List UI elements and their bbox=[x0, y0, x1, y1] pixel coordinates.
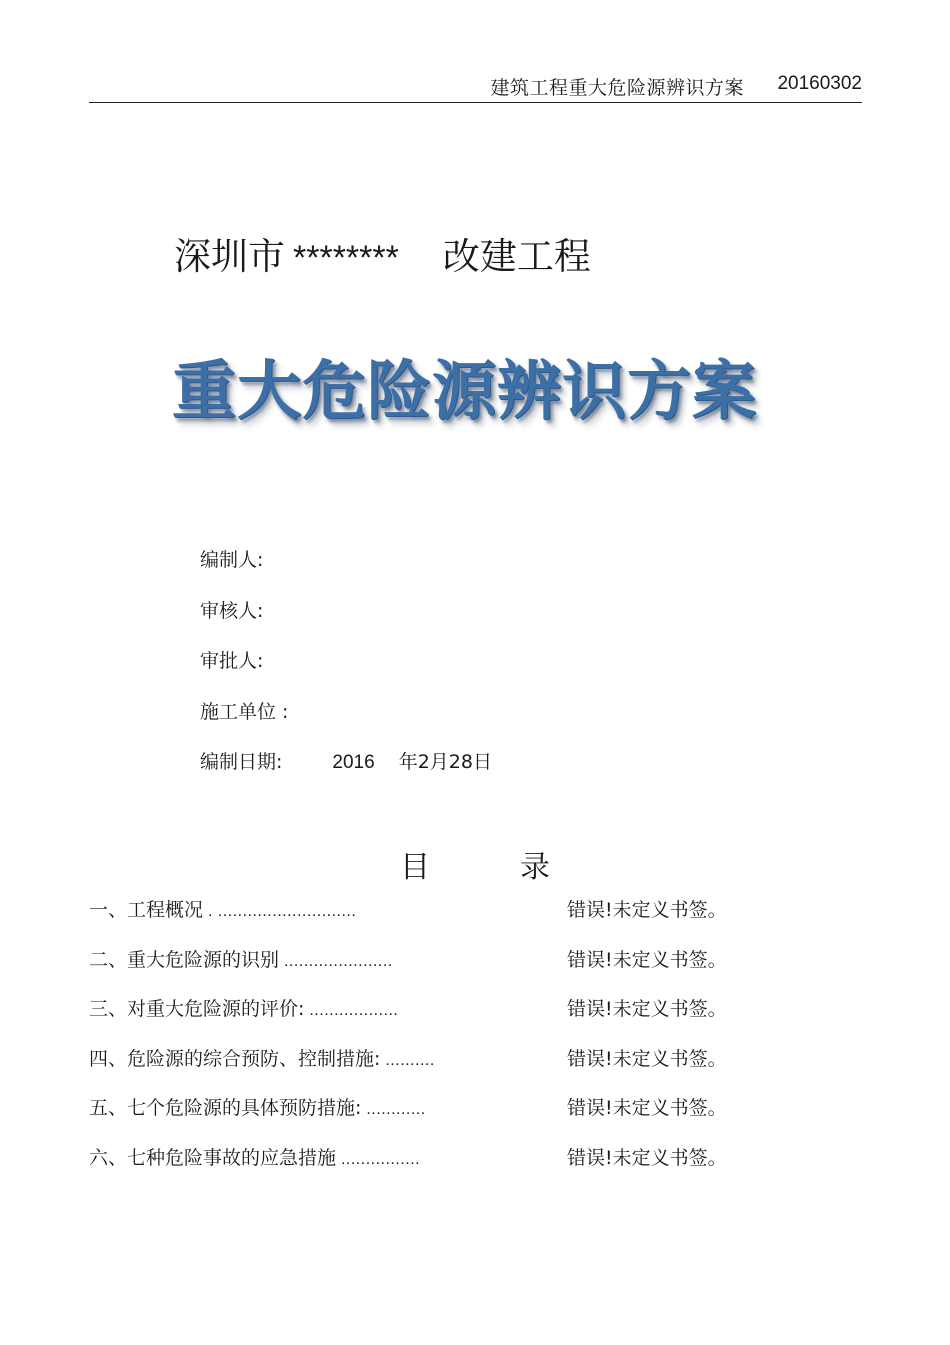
toc-item-leader: . ............................ bbox=[203, 903, 357, 920]
toc-item[interactable] bbox=[89, 1093, 789, 1143]
toc-item[interactable] bbox=[89, 994, 789, 1044]
toc-item-page-ref: 错误!未定义书签。 bbox=[567, 948, 727, 971]
toc-item-leader: ............ bbox=[361, 1101, 426, 1118]
page-header bbox=[89, 70, 862, 103]
toc-item-label: 二、重大危险源的识别 bbox=[89, 948, 280, 971]
toc-item-page-ref: 错误!未定义书签。 bbox=[567, 1047, 727, 1070]
toc-item-page-ref: 错误!未定义书签。 bbox=[567, 998, 727, 1020]
toc-item-page-ref: 错误!未定义书签。 bbox=[567, 899, 727, 921]
reviewer-row bbox=[200, 596, 492, 647]
approver-label: 审批人: bbox=[200, 650, 264, 672]
toc-item-label: 六、七种危险事故的应急措施 bbox=[89, 1146, 337, 1169]
compiler-label: 编制人: bbox=[200, 549, 264, 571]
toc-heading-char-1: 目 bbox=[400, 850, 430, 885]
toc-heading bbox=[400, 842, 550, 886]
toc-item-label: 三、对重大危险源的评价: bbox=[89, 998, 305, 1020]
toc-item[interactable] bbox=[89, 895, 789, 945]
toc-item-page-ref: 错误!未定义书签。 bbox=[567, 1097, 727, 1119]
toc-item-page-ref: 错误!未定义书签。 bbox=[567, 1146, 727, 1169]
toc-item-leader: .......... bbox=[380, 1051, 435, 1069]
toc-item-leader: ...................... bbox=[279, 952, 393, 970]
toc-item[interactable] bbox=[89, 1044, 789, 1094]
compiler-row bbox=[200, 545, 492, 596]
project-city: 深圳市 bbox=[174, 235, 285, 278]
toc-item-label: 一、工程概况 bbox=[89, 899, 204, 921]
date-month-day: 年2月28日 bbox=[398, 751, 492, 773]
toc-item[interactable] bbox=[89, 945, 789, 995]
date-row bbox=[200, 747, 492, 798]
toc-item[interactable] bbox=[89, 1143, 789, 1193]
table-of-contents bbox=[89, 895, 789, 1192]
contractor-label: 施工单位 : bbox=[200, 700, 289, 723]
approver-row bbox=[200, 646, 492, 697]
toc-heading-char-2: 录 bbox=[520, 850, 550, 885]
date-year: 2016 bbox=[332, 752, 375, 773]
toc-item-label: 五、七个危险源的具体预防措施: bbox=[89, 1097, 362, 1119]
toc-item-label: 四、危险源的综合预防、控制措施: bbox=[89, 1047, 381, 1070]
document-title: 重大危险源辨识方案 bbox=[172, 354, 757, 429]
project-masked-name: ******** bbox=[293, 239, 399, 277]
contractor-row bbox=[200, 697, 492, 748]
header-title: 建筑工程重大危险源辨识方案 bbox=[490, 77, 744, 99]
reviewer-label: 审核人: bbox=[200, 599, 264, 622]
header-document-code: 20160302 bbox=[777, 73, 862, 94]
project-suffix: 改建工程 bbox=[442, 235, 591, 278]
toc-item-leader: .................. bbox=[304, 1002, 399, 1019]
toc-item-leader: ................ bbox=[336, 1150, 421, 1168]
date-label: 编制日期: bbox=[200, 751, 283, 773]
project-name bbox=[174, 226, 591, 280]
signature-block bbox=[200, 545, 492, 798]
